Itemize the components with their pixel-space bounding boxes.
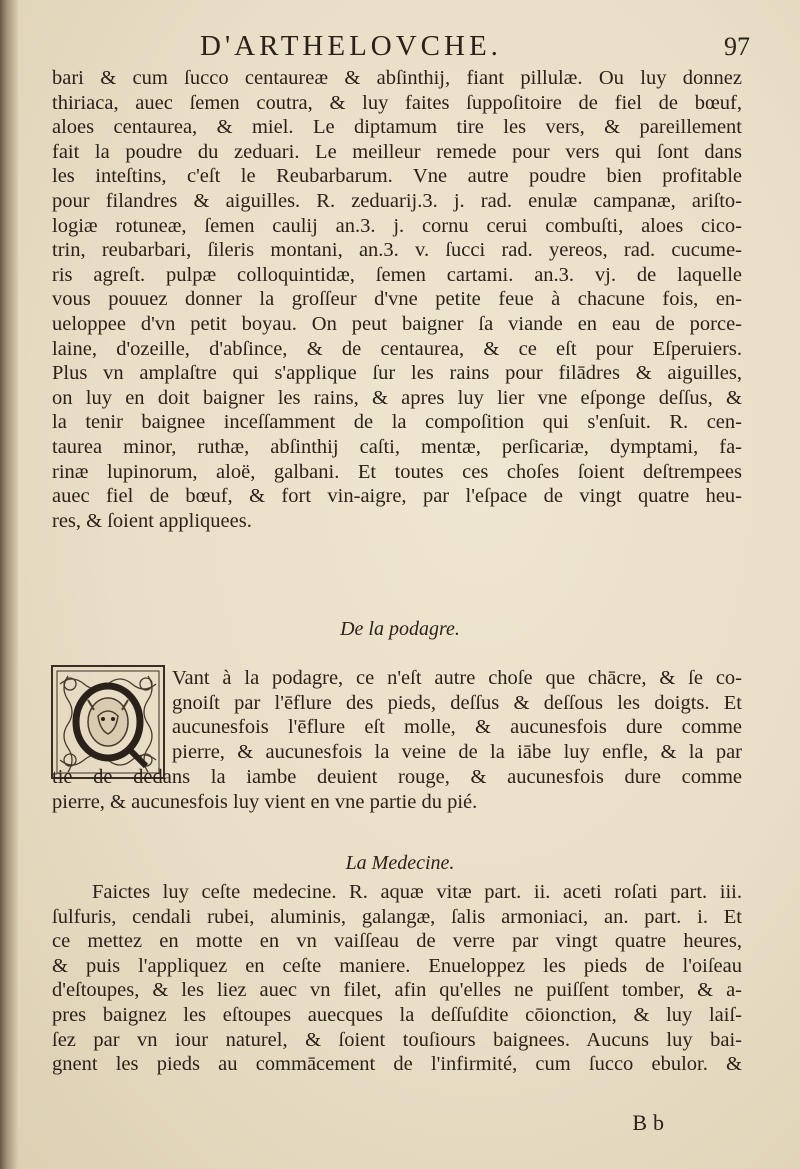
text-line: logiæ rotuneæ, ſemen caulij an.3. j. cornu cerui combuſti, aloes cico- bbox=[52, 214, 742, 237]
page-number: 97 bbox=[724, 32, 750, 61]
text-line: aucunesfois l'ēflure eſt molle, & aucunesfois dure comme bbox=[172, 716, 742, 739]
text-line: les inteſtins, c'eſt le Reubarbarum. Vne autre poudre bien profitable bbox=[52, 165, 742, 188]
text-line: bari & cum ſucco centaureæ & abſinthij, fiant pillulæ. Ou luy donnez bbox=[52, 67, 742, 89]
text-line: auec fiel de bœuf, & fort vin-aigre, par l'eſpace de vingt quatre heu- bbox=[52, 485, 742, 508]
text-line: gnoiſt par l'ēflure des pieds, deſſus & deſſous les doigts. Et bbox=[172, 691, 742, 714]
text-line: trin, reubarbari, ſileris montani, an.3. v. ſucci rad. yereos, rad. cucume- bbox=[52, 239, 742, 262]
text-line: taurea minor, ruthæ, abſinthij caſti, mentæ, perſicariæ, dymptami, fa- bbox=[52, 435, 742, 458]
paragraph-worms bbox=[52, 66, 742, 533]
running-head bbox=[200, 30, 750, 66]
text-line: Plus vn amplaſtre qui s'applique ſur les rains pour filādres & aiguilles, bbox=[52, 362, 742, 385]
text-line: pour filandres & aiguilles. R. zeduarij.3. j. rad. enulæ campanæ, ariſto- bbox=[52, 189, 742, 212]
text-line: tie de dedans la iambe deuient rouge, & aucunesfois dure comme bbox=[52, 766, 742, 788]
text-line: on luy en doit baigner les rains, & apres luy lier vne eſponge deſſus, & bbox=[52, 386, 742, 409]
text-line: rinæ lupinorum, aloë, galbani. Et toutes ces choſes ſoient deſtrempees bbox=[52, 460, 742, 483]
text-line: pierre, & aucunesfois la veine de la iābe luy enfle, & la par bbox=[172, 740, 742, 763]
text-line: d'eſtoupes, & les liez auec vn filet, afin qu'elles ne puiſſent tomber, & a- bbox=[52, 979, 742, 1002]
text-line: pres baignez les eſtoupes auecques la deſſuſdite cōionction, & luy laiſ- bbox=[52, 1003, 742, 1026]
text-line: Faictes luy ceſte medecine. R. aquæ vitæ part. ii. aceti roſati part. iii. bbox=[92, 881, 742, 903]
text-line: ris agreſt. pulpæ colloquintidæ, ſemen cartami. an.3. vj. de laquelle bbox=[52, 263, 742, 286]
running-title: D'ARTHELOVCHE. bbox=[200, 30, 502, 62]
paragraph-medecine bbox=[52, 880, 742, 1077]
text-line: laine, d'ozeille, d'abſince, & de centaurea, & ce eſt pour Eſperuiers. bbox=[52, 337, 742, 360]
signature-mark: Bb bbox=[632, 1110, 670, 1135]
text-line: pierre, & aucunesfois luy vient en vne partie du pié. bbox=[52, 790, 478, 813]
text-line: ueloppee d'vn petit boyau. On peut baigner ſa viande en eau de porce- bbox=[52, 312, 742, 335]
text-line: res, & ſoient appliquees. bbox=[52, 509, 252, 532]
text-line: fait la poudre du zeduari. Le meilleur remede pour vers qui ſont dans bbox=[52, 140, 742, 163]
binding-gutter bbox=[0, 0, 18, 1169]
text-line: aloes centaurea, & miel. Le diptamum tire les vers, & pareillement bbox=[52, 116, 742, 139]
section-heading-medecine: La Medecine. bbox=[345, 852, 455, 874]
section-heading-podagre: De la podagre. bbox=[340, 618, 460, 640]
paragraph-podagre-full bbox=[52, 765, 742, 814]
text-line: ce mettez en motte en vn vaiſſeau de verre par vingt quatre heures, bbox=[52, 930, 742, 953]
paragraph-podagre-indented bbox=[172, 666, 742, 764]
text-line: Vant à la podagre, ce n'eſt autre choſe que chācre, & ſe co- bbox=[172, 667, 742, 689]
text-line: ſez par vn iour naturel, & ſoient touſiours baignees. Aucuns luy bai- bbox=[52, 1028, 742, 1051]
decorated-initial-q bbox=[50, 664, 166, 780]
text-line: ſulfuris, cendali rubei, aluminis, galangæ, ſalis armoniaci, an. part. i. Et bbox=[52, 905, 742, 928]
text-line: la tenir baignee inceſſamment de la compoſition qui s'enſuit. R. cen- bbox=[52, 411, 742, 434]
ornament-icon bbox=[50, 664, 166, 780]
text-line: vous pouuez donner la groſſeur d'vne petite feue à chacune fois, en- bbox=[52, 288, 742, 311]
text-line: gnent les pieds au commācement de l'infirmité, cum ſucco ebulor. & bbox=[52, 1053, 742, 1076]
text-line: thiriaca, auec ſemen coutra, & luy faites ſuppoſitoire de fiel de bœuf, bbox=[52, 91, 742, 114]
text-line: & puis l'appliquez en ceſte maniere. Enueloppez les pieds de l'oiſeau bbox=[52, 954, 742, 977]
